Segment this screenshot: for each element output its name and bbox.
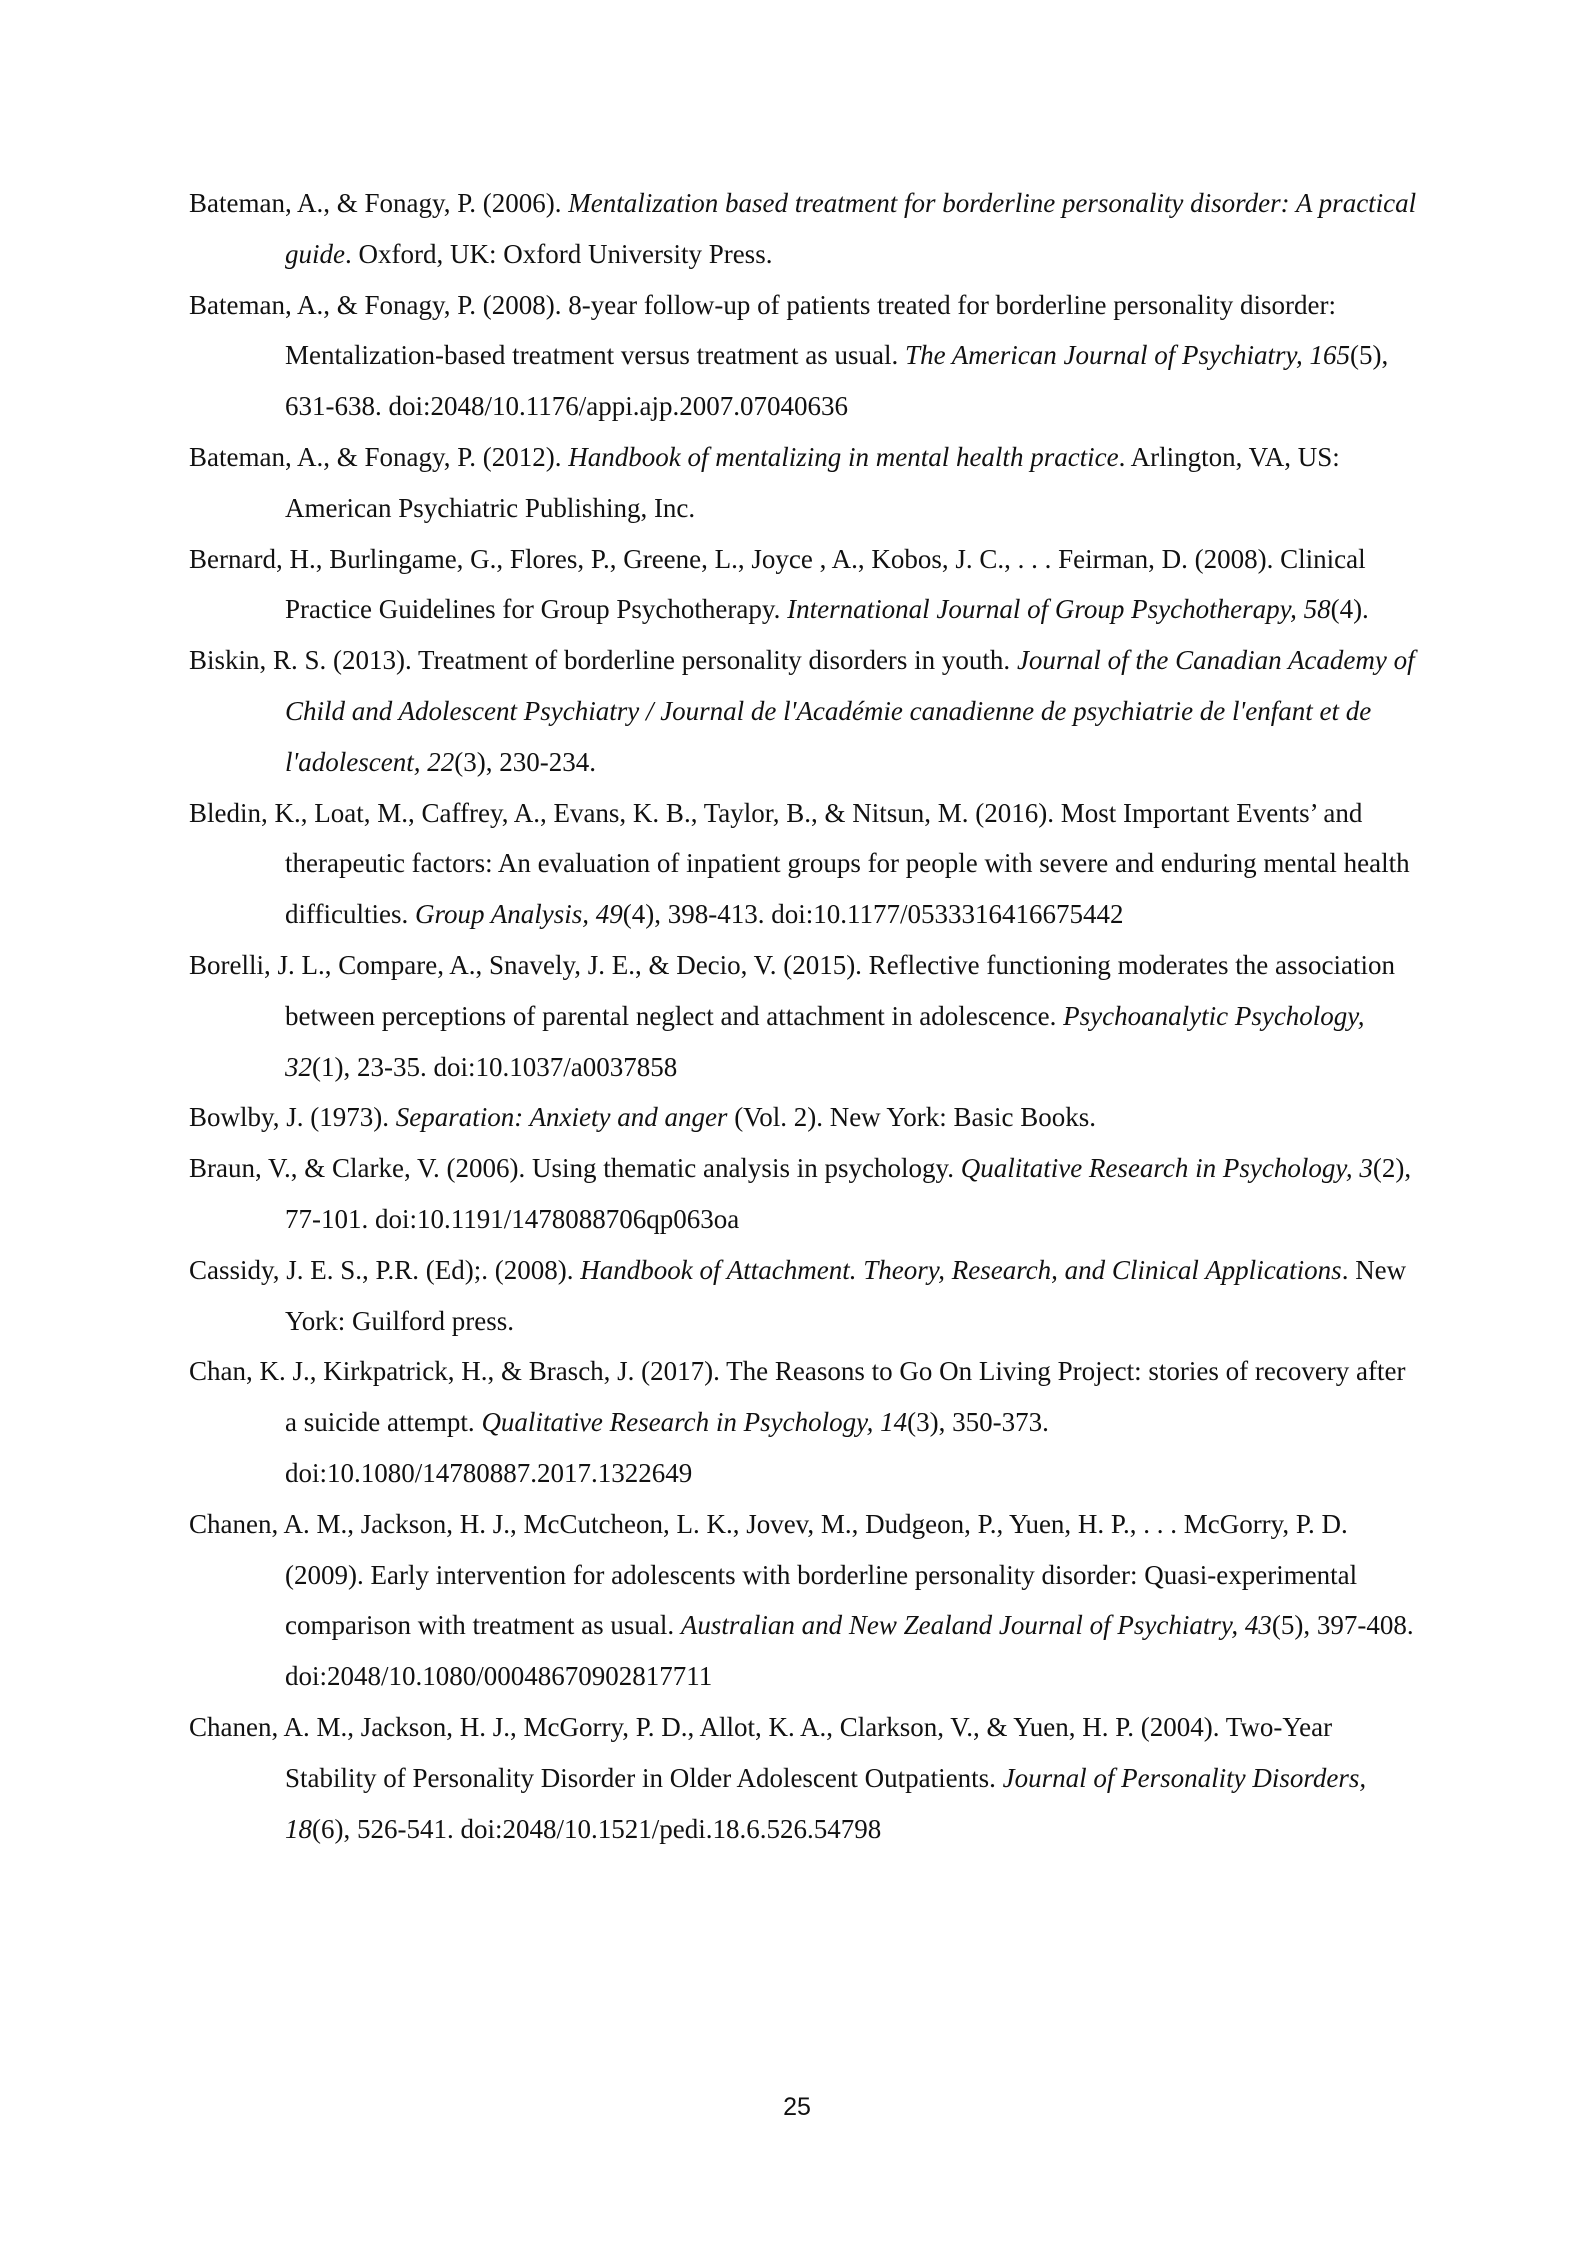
reference-details: (2), 77-101. doi:10.1191/1478088706qp063oa	[285, 1153, 1412, 1234]
page-number: 25	[783, 2093, 811, 2121]
reference-entry	[189, 432, 1419, 534]
reference-book-title: Separation: Anxiety and anger	[395, 1102, 728, 1133]
reference-citation: Bateman, A., & Fonagy, P. (2008). 8-year follow-up of patients treated for borderline personality disorder: Mentalization-based treatment versus treatment as usual.	[189, 289, 1336, 371]
reference-book-title: Handbook of mentalizing in mental health practice	[568, 441, 1119, 472]
reference-entry	[189, 1702, 1419, 1854]
reference-details: . Oxford, UK: Oxford University Press.	[345, 238, 773, 269]
reference-journal: Qualitative Research in Psychology, 3	[960, 1153, 1373, 1184]
reference-citation: Biskin, R. S. (2013). Treatment of borderline personality disorders in youth.	[189, 645, 1017, 676]
reference-journal: Psychoanalytic Psychology, 32	[285, 1000, 1365, 1082]
reference-entry	[189, 1245, 1419, 1347]
reference-entry	[189, 1499, 1419, 1702]
reference-journal: Journal of the Canadian Academy of Child and Adolescent Psychiatry / Journal de l'Académie canadienne de psychiatrie de l'enfant et de l'adolescent, 22	[285, 645, 1415, 777]
reference-entry	[189, 1143, 1419, 1245]
reference-journal: International Journal of Group Psychotherapy, 58	[787, 594, 1331, 625]
reference-entry	[189, 1092, 1419, 1143]
reference-entry	[189, 534, 1419, 636]
reference-citation: Bateman, A., & Fonagy, P. (2006).	[189, 188, 569, 218]
reference-details: (4).	[1330, 594, 1369, 625]
reference-details: . New York: Guilford press.	[285, 1254, 1407, 1336]
reference-citation: Cassidy, J. E. S., P.R. (Ed);. (2008).	[189, 1254, 581, 1285]
reference-citation: Bateman, A., & Fonagy, P. (2012).	[189, 441, 569, 472]
reference-citation: Borelli, J. L., Compare, A., Snavely, J. E., & Decio, V. (2015). Reflective functioning moderates the association between perceptions of parental neglect and attachment in adolescence.	[189, 949, 1396, 1031]
reference-citation: Braun, V., & Clarke, V. (2006). Using thematic analysis in psychology.	[189, 1153, 961, 1184]
reference-entry	[189, 1346, 1419, 1498]
reference-citation: Bledin, K., Loat, M., Caffrey, A., Evans, K. B., Taylor, B., & Nitsun, M. (2016). Most Important Events’ and therapeutic factors: An evaluation of inpatient groups for people with severe and enduring mental health difficulties.	[189, 797, 1410, 930]
reference-entry	[189, 940, 1419, 1092]
reference-journal: Australian and New Zealand Journal of Psychiatry, 43	[680, 1610, 1272, 1641]
reference-entry	[189, 280, 1419, 432]
reference-details: (5), 631-638. doi:2048/10.1176/appi.ajp.2007.07040636	[285, 340, 1389, 422]
reference-citation: Chanen, A. M., Jackson, H. J., McCutcheon, L. K., Jovev, M., Dudgeon, P., Yuen, H. P., . . . McGorry, P. D. (2009). Early intervention for adolescents with borderline personality disorder: Quasi-experimental comparison with treatment as usual.	[189, 1508, 1358, 1641]
reference-book-title: Mentalization based treatment for borderline personality disorder: A practical guide	[285, 188, 1417, 269]
reference-citation: Chanen, A. M., Jackson, H. J., McGorry, P. D., Allot, K. A., Clarkson, V., & Yuen, H. P. (2004). Two-Year Stability of Personality Disorder in Older Adolescent Outpatients.	[189, 1711, 1333, 1793]
reference-citation: Bowlby, J. (1973).	[189, 1102, 396, 1133]
reference-book-title: Handbook of Attachment. Theory, Research, and Clinical Applications	[580, 1254, 1342, 1285]
reference-entry	[189, 178, 1419, 280]
reference-journal: Journal of Personality Disorders, 18	[285, 1762, 1367, 1844]
reference-citation: Bernard, H., Burlingame, G., Flores, P., Greene, L., Joyce , A., Kobos, J. C., . . . Feirman, D. (2008). Clinical Practice Guidelines for Group Psychotherapy.	[189, 543, 1366, 625]
reference-entry	[189, 635, 1419, 787]
reference-details: (1), 23-35. doi:10.1037/a0037858	[312, 1051, 678, 1082]
reference-journal: The American Journal of Psychiatry, 165	[905, 340, 1350, 371]
reference-details: (3), 230-234.	[454, 746, 596, 777]
reference-details: (5), 397-408. doi:2048/10.1080/00048670902817711	[285, 1610, 1414, 1692]
reference-details: (Vol. 2). New York: Basic Books.	[727, 1102, 1096, 1133]
reference-details: (3), 350-373. doi:10.1080/14780887.2017.1322649	[285, 1407, 1049, 1488]
reference-details: . Arlington, VA, US: American Psychiatric Publishing, Inc.	[285, 441, 1340, 523]
reference-journal: Qualitative Research in Psychology, 14	[481, 1407, 908, 1438]
reference-details: (4), 398-413. doi:10.1177/0533316416675442	[622, 899, 1124, 930]
reference-list	[189, 178, 1419, 1854]
reference-details: (6), 526-541. doi:2048/10.1521/pedi.18.6.526.54798	[312, 1813, 882, 1844]
reference-citation: Chan, K. J., Kirkpatrick, H., & Brasch, J. (2017). The Reasons to Go On Living Project: stories of recovery after a suicide attempt.	[189, 1356, 1406, 1438]
reference-journal: Group Analysis, 49	[414, 899, 623, 930]
reference-entry	[189, 788, 1419, 940]
